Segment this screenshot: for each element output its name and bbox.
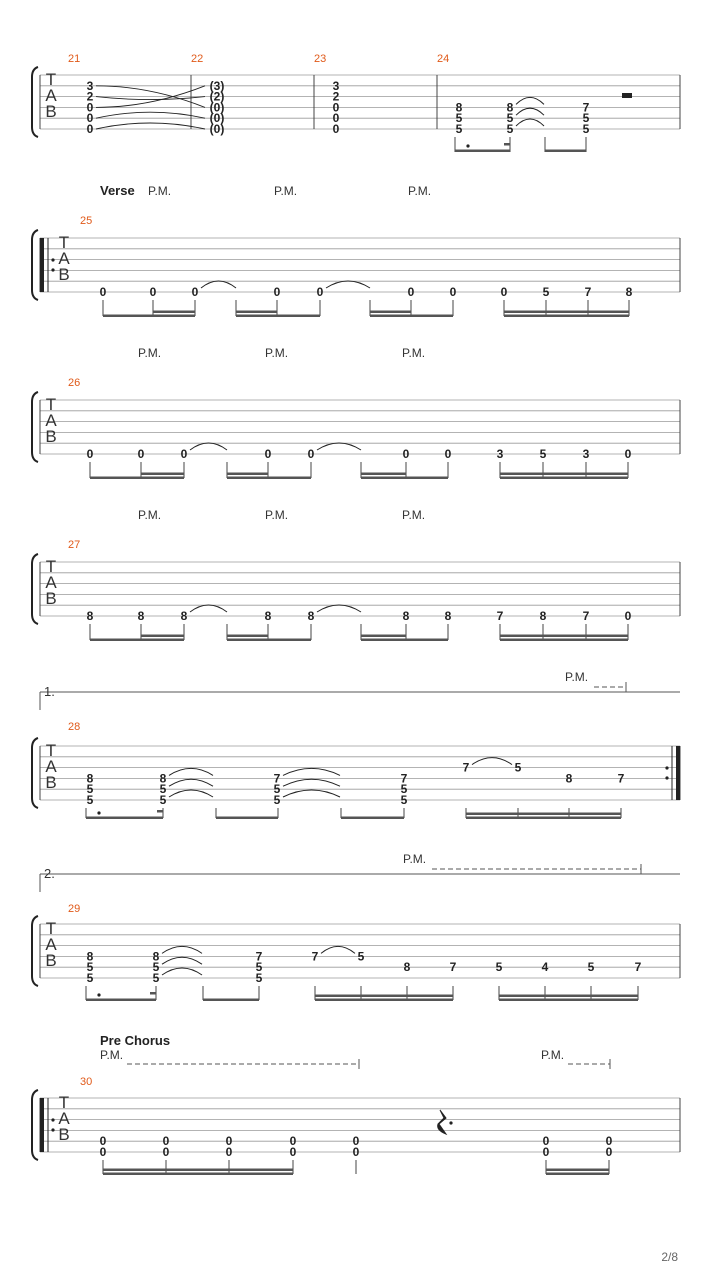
fret-number: 0 bbox=[289, 1145, 297, 1159]
fret-number: 5 bbox=[255, 971, 263, 985]
tie-arc bbox=[96, 123, 205, 129]
fret-number: 5 bbox=[582, 111, 590, 126]
palm-mute-label: P.M. bbox=[408, 184, 432, 198]
fret-number: 5 bbox=[86, 971, 94, 985]
fret-number: 7 bbox=[496, 609, 504, 623]
tie-arc bbox=[472, 758, 512, 765]
tie-arc bbox=[321, 946, 355, 953]
palm-mute-label: P.M. bbox=[265, 508, 289, 522]
volta-first-label: 1. bbox=[44, 684, 55, 699]
rhythm-dot bbox=[97, 993, 100, 996]
fret-number: 0 bbox=[624, 447, 632, 461]
fret-number: 8 bbox=[625, 285, 633, 299]
measure-number: 25 bbox=[80, 215, 93, 227]
beam bbox=[103, 1173, 293, 1176]
fret-number: 0 bbox=[225, 1134, 233, 1149]
fret-number: 8 bbox=[180, 609, 188, 623]
beam-stub bbox=[157, 810, 163, 813]
tie-arc bbox=[96, 112, 205, 118]
tab-clef-letter: T bbox=[45, 557, 57, 576]
repeat-dot bbox=[51, 1118, 54, 1121]
tab-clef-letter: A bbox=[58, 1109, 70, 1128]
fret-number: 0 bbox=[86, 100, 94, 115]
fret-number: 0 bbox=[162, 1134, 170, 1149]
beam bbox=[103, 1169, 293, 1172]
beam bbox=[546, 1173, 609, 1176]
measure-number: 24 bbox=[437, 53, 450, 65]
fret-number: 0 bbox=[86, 122, 94, 136]
section-label-verse: Verse bbox=[100, 183, 135, 198]
beam bbox=[341, 817, 404, 820]
fret-number: 7 bbox=[449, 960, 457, 975]
beam-stub bbox=[504, 143, 510, 146]
repeat-dot bbox=[51, 268, 54, 271]
fret-number: 0 bbox=[191, 285, 199, 299]
tab-clef-letter: B bbox=[58, 1125, 70, 1144]
fret-number: 0 bbox=[332, 122, 340, 136]
tie-arc bbox=[169, 768, 213, 775]
beam bbox=[141, 639, 184, 642]
beam bbox=[361, 635, 406, 638]
palm-mute-label: P.M. bbox=[403, 852, 427, 866]
beam bbox=[315, 999, 453, 1002]
beam bbox=[203, 999, 259, 1002]
fret-number: 8 bbox=[444, 609, 452, 623]
palm-mute-label: P.M. bbox=[148, 184, 172, 198]
system-bracket bbox=[32, 554, 38, 624]
fret-number: 7 bbox=[255, 949, 263, 964]
tie-arc bbox=[190, 443, 227, 450]
fret-number: 2 bbox=[332, 89, 340, 104]
tab-clef-letter: T bbox=[45, 919, 57, 938]
beam bbox=[227, 477, 268, 480]
fret-number: 5 bbox=[159, 793, 167, 807]
tie-arc bbox=[283, 768, 340, 775]
beam bbox=[361, 639, 406, 642]
fret-number: 5 bbox=[455, 122, 463, 136]
beam bbox=[216, 817, 278, 820]
repeat-dot bbox=[665, 776, 668, 779]
fret-number: 0 bbox=[86, 111, 94, 126]
fret-number: 7 bbox=[634, 960, 642, 975]
fret-number: 5 bbox=[506, 122, 514, 136]
fret-number: 5 bbox=[542, 285, 550, 299]
fret-number: 7 bbox=[311, 949, 319, 964]
palm-mute-label: P.M. bbox=[138, 508, 162, 522]
measure-number: 28 bbox=[68, 721, 81, 733]
fret-number: 5 bbox=[152, 960, 160, 975]
beam bbox=[236, 311, 277, 314]
rhythm-dot bbox=[449, 1121, 452, 1124]
fret-number: 0 bbox=[444, 447, 452, 461]
palm-mute-label: P.M. bbox=[138, 346, 162, 360]
tab-clef-letter: A bbox=[45, 86, 57, 105]
fret-number: 0 bbox=[605, 1134, 613, 1149]
measure-number: 27 bbox=[68, 539, 81, 551]
fret-number: 4 bbox=[541, 960, 549, 975]
page-number: 2/8 bbox=[661, 1250, 678, 1264]
beam bbox=[500, 473, 628, 476]
repeat-end-thick-bar bbox=[676, 746, 680, 800]
measure-number: 29 bbox=[68, 903, 81, 915]
fret-number: 8 bbox=[506, 100, 514, 115]
tab-clef-letter: B bbox=[45, 773, 57, 792]
repeat-dot bbox=[665, 766, 668, 769]
measure-number: 21 bbox=[68, 53, 81, 65]
fret-number: 5 bbox=[86, 782, 94, 797]
fret-number: 7 bbox=[582, 609, 590, 623]
fret-number: 0 bbox=[264, 447, 272, 461]
tab-clef-letter: B bbox=[45, 951, 57, 970]
tab-clef-letter: T bbox=[45, 70, 57, 89]
fret-number: 5 bbox=[273, 782, 281, 797]
fret-number: 0 bbox=[407, 285, 415, 299]
tab-clef-letter: T bbox=[58, 233, 70, 252]
beam-stub bbox=[150, 992, 156, 995]
tie-arc bbox=[162, 957, 202, 964]
tie-arc bbox=[326, 281, 370, 288]
fret-number: (0) bbox=[209, 111, 225, 126]
measure-number: 26 bbox=[68, 377, 81, 389]
tab-clef-letter: T bbox=[45, 395, 57, 414]
fret-number: 8 bbox=[159, 771, 167, 786]
fret-number: 5 bbox=[400, 782, 408, 797]
fret-number: 5 bbox=[514, 760, 522, 775]
fret-number: 8 bbox=[264, 609, 272, 623]
section-label-pre-chorus: Pre Chorus bbox=[100, 1033, 171, 1048]
repeat-dot bbox=[51, 1128, 54, 1131]
system-bracket bbox=[32, 916, 38, 986]
half-rest bbox=[622, 93, 632, 98]
palm-mute-label: P.M. bbox=[100, 1048, 124, 1062]
fret-number: 7 bbox=[584, 285, 592, 299]
tab-clef-letter: B bbox=[45, 102, 57, 121]
system-bracket bbox=[32, 392, 38, 462]
beam bbox=[466, 813, 621, 816]
fret-number: 5 bbox=[152, 971, 160, 985]
fret-number: 3 bbox=[86, 78, 94, 93]
fret-number: 5 bbox=[455, 111, 463, 126]
system-bracket bbox=[32, 230, 38, 300]
fret-number: 7 bbox=[462, 760, 470, 775]
beam bbox=[370, 311, 411, 314]
beam bbox=[499, 999, 638, 1002]
fret-number: 0 bbox=[605, 1145, 613, 1159]
palm-mute-label: P.M. bbox=[274, 184, 298, 198]
beam bbox=[227, 639, 268, 642]
fret-number: 8 bbox=[152, 949, 160, 964]
fret-number: 8 bbox=[539, 609, 547, 623]
beam bbox=[141, 473, 184, 476]
fret-number: 0 bbox=[352, 1134, 360, 1149]
beam bbox=[153, 311, 195, 314]
fret-number: 0 bbox=[273, 285, 281, 299]
fret-number: 2 bbox=[86, 89, 94, 104]
fret-number: (3) bbox=[209, 78, 225, 93]
tie-arc bbox=[283, 790, 340, 797]
fret-number: 5 bbox=[495, 960, 503, 975]
beam bbox=[227, 473, 268, 476]
tie-arc bbox=[317, 605, 361, 612]
tab-clef-letter: B bbox=[58, 265, 70, 284]
tab-clef-letter: B bbox=[45, 589, 57, 608]
fret-number: 0 bbox=[402, 447, 410, 461]
fret-number: 7 bbox=[582, 100, 590, 115]
tie-arc bbox=[162, 946, 202, 953]
beam bbox=[455, 150, 510, 153]
tab-clef-letter: A bbox=[45, 411, 57, 430]
beam bbox=[370, 315, 411, 318]
rhythm-dot bbox=[97, 811, 100, 814]
tie-arc bbox=[169, 790, 213, 797]
fret-number: 0 bbox=[225, 1145, 233, 1159]
fret-number: 3 bbox=[332, 78, 340, 93]
fret-number: 0 bbox=[332, 111, 340, 126]
fret-number: 0 bbox=[149, 285, 157, 299]
fret-number: (2) bbox=[209, 89, 225, 104]
beam bbox=[500, 635, 628, 638]
fret-number: 0 bbox=[500, 285, 508, 299]
repeat-start-thick-bar bbox=[40, 1098, 44, 1152]
beam bbox=[141, 477, 184, 480]
fret-number: 8 bbox=[137, 609, 145, 623]
measure-number: 30 bbox=[80, 1076, 93, 1088]
tab-clef-letter: A bbox=[45, 935, 57, 954]
tie-arc bbox=[317, 443, 361, 450]
beam bbox=[236, 315, 277, 318]
tie-arc bbox=[283, 779, 340, 786]
beam bbox=[499, 995, 638, 998]
palm-mute-label: P.M. bbox=[565, 670, 589, 684]
fret-number: 0 bbox=[180, 447, 188, 461]
tab-clef-letter: A bbox=[45, 573, 57, 592]
palm-mute-label: P.M. bbox=[265, 346, 289, 360]
beam bbox=[504, 315, 629, 318]
rhythm-dot bbox=[466, 144, 469, 147]
beam bbox=[546, 1169, 609, 1172]
fret-number: 5 bbox=[400, 793, 408, 807]
tab-clef-letter: T bbox=[58, 1093, 70, 1112]
fret-number: 0 bbox=[99, 1134, 107, 1149]
fret-number: 5 bbox=[86, 793, 94, 807]
tie-arc bbox=[169, 779, 213, 786]
beam bbox=[86, 999, 156, 1002]
beam bbox=[153, 315, 195, 318]
beam bbox=[315, 995, 453, 998]
tie-arc bbox=[516, 97, 544, 104]
fret-number: 5 bbox=[582, 122, 590, 136]
fret-number: 0 bbox=[99, 285, 107, 299]
system-bracket bbox=[32, 738, 38, 808]
fret-number: 5 bbox=[86, 960, 94, 975]
measure-number: 22 bbox=[191, 53, 204, 65]
fret-number: 5 bbox=[255, 960, 263, 975]
fret-number: 0 bbox=[137, 447, 145, 461]
fret-number: 8 bbox=[565, 771, 573, 786]
fret-number: 8 bbox=[86, 949, 94, 964]
beam bbox=[504, 311, 629, 314]
tab-clef-letter: A bbox=[58, 249, 70, 268]
fret-number: 0 bbox=[332, 100, 340, 115]
fret-number: 7 bbox=[400, 771, 408, 786]
fret-number: 3 bbox=[582, 447, 590, 461]
beam bbox=[500, 477, 628, 480]
slide-line bbox=[96, 97, 205, 100]
tie-arc bbox=[516, 119, 544, 126]
fret-number: 0 bbox=[352, 1145, 360, 1159]
fret-number: 0 bbox=[542, 1145, 550, 1159]
beam bbox=[86, 817, 163, 820]
fret-number: 5 bbox=[357, 949, 365, 964]
fret-number: 0 bbox=[86, 447, 94, 461]
fret-number: 3 bbox=[496, 447, 504, 461]
fret-number: 5 bbox=[587, 960, 595, 975]
tie-arc bbox=[201, 281, 236, 288]
fret-number: 0 bbox=[316, 285, 324, 299]
tab-clef-letter: T bbox=[45, 741, 57, 760]
fret-number: 5 bbox=[159, 782, 167, 797]
fret-number: 7 bbox=[617, 771, 625, 786]
palm-mute-label: P.M. bbox=[402, 346, 426, 360]
beam bbox=[466, 817, 621, 820]
beam bbox=[500, 639, 628, 642]
fret-number: 7 bbox=[273, 771, 281, 786]
measure-number: 23 bbox=[314, 53, 327, 65]
fret-number: 8 bbox=[455, 100, 463, 115]
fret-number: 8 bbox=[403, 960, 411, 975]
system-bracket bbox=[32, 1090, 38, 1160]
beam bbox=[545, 150, 586, 153]
beam bbox=[361, 473, 406, 476]
tie-arc bbox=[190, 605, 227, 612]
fret-number: 8 bbox=[86, 609, 94, 623]
fret-number: 5 bbox=[506, 111, 514, 126]
tie-arc bbox=[162, 968, 202, 975]
tab-clef-letter: A bbox=[45, 757, 57, 776]
fret-number: 8 bbox=[402, 609, 410, 623]
system-bracket bbox=[32, 67, 38, 137]
beam bbox=[227, 635, 268, 638]
beam bbox=[141, 635, 184, 638]
repeat-start-thick-bar bbox=[40, 238, 44, 292]
fret-number: 0 bbox=[99, 1145, 107, 1159]
fret-number: 0 bbox=[162, 1145, 170, 1159]
volta-second-label: 2. bbox=[44, 866, 55, 881]
fret-number: 8 bbox=[307, 609, 315, 623]
fret-number: 0 bbox=[542, 1134, 550, 1149]
tab-clef-letter: B bbox=[45, 427, 57, 446]
fret-number: 5 bbox=[273, 793, 281, 807]
fret-number: 8 bbox=[86, 771, 94, 786]
fret-number: 0 bbox=[449, 285, 457, 299]
repeat-dot bbox=[51, 258, 54, 261]
fret-number: 0 bbox=[624, 609, 632, 623]
fret-number: 0 bbox=[307, 447, 315, 461]
fret-number: (0) bbox=[209, 100, 225, 115]
fret-number: (0) bbox=[209, 122, 225, 136]
beam bbox=[361, 477, 406, 480]
fret-number: 5 bbox=[539, 447, 547, 461]
tie-arc bbox=[516, 108, 544, 115]
palm-mute-label: P.M. bbox=[541, 1048, 565, 1062]
palm-mute-label: P.M. bbox=[402, 508, 426, 522]
fret-number: 0 bbox=[289, 1134, 297, 1149]
